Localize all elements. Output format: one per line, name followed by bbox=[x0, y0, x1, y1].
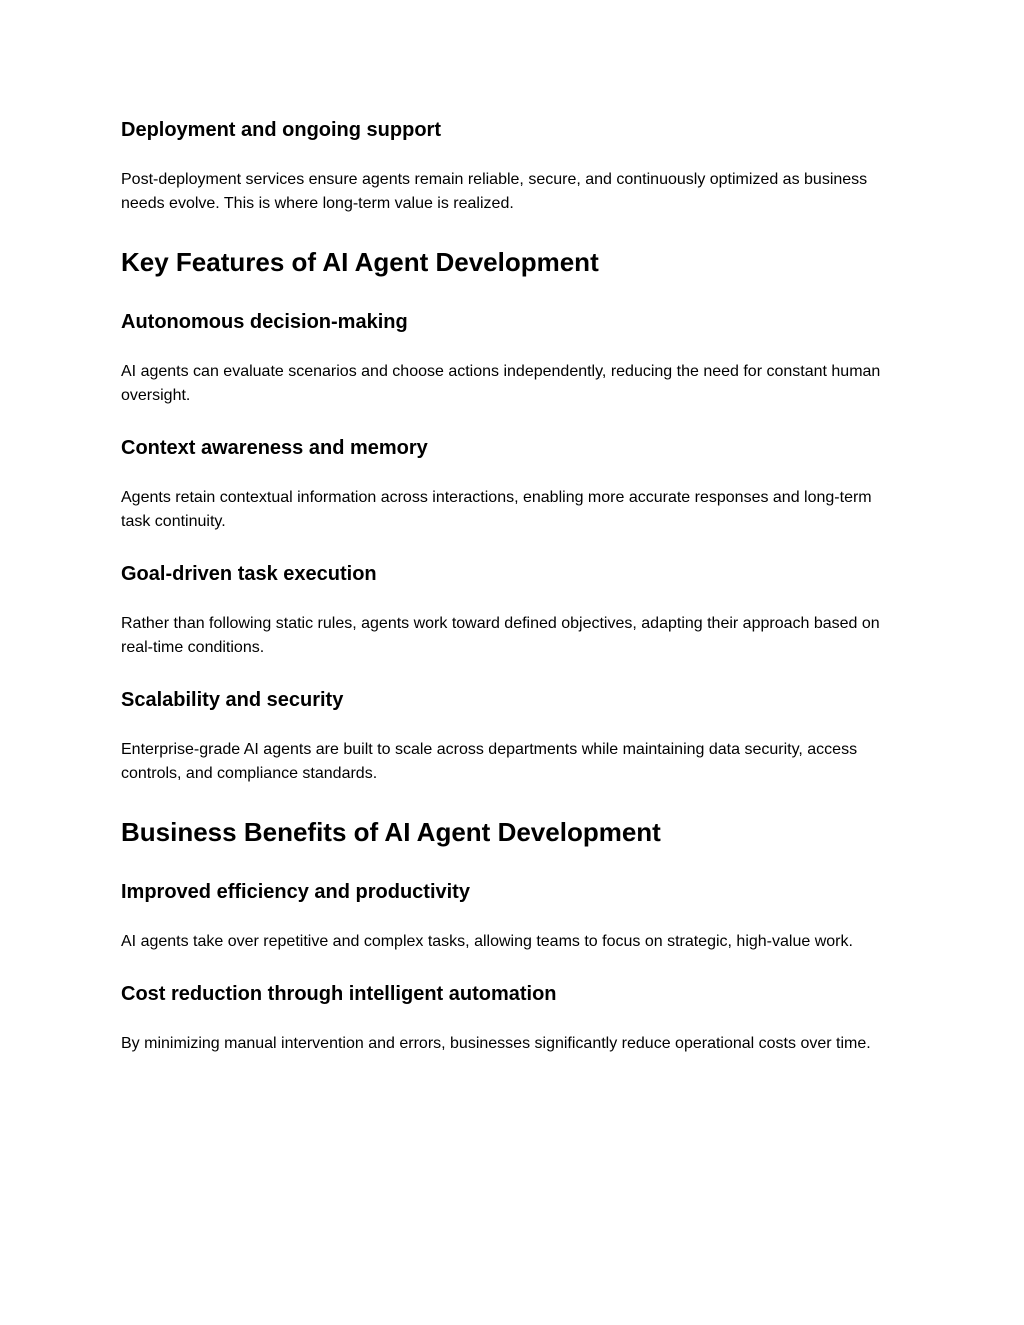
paragraph-scalability-security: Enterprise-grade AI agents are built to scale across departments while maintaining data security, access controls, and compliance standards. bbox=[121, 741, 858, 782]
paragraph-improved-efficiency-productivity: AI agents take over repetitive and complex tasks, allowing teams to focus on strategic, high-value work. bbox=[121, 933, 853, 950]
heading-goal-driven-task-execution: Goal-driven task execution bbox=[121, 563, 377, 585]
heading-cost-reduction-through-intelligent-automation: Cost reduction through intelligent automation bbox=[121, 983, 557, 1005]
paragraph-deployment-support: Post-deployment services ensure agents remain reliable, secure, and continuously optimized as business needs evolve. This is where long-term value is realized. bbox=[121, 171, 868, 212]
paragraph-cost-reduction-automation: By minimizing manual intervention and errors, businesses significantly reduce operational costs over time. bbox=[121, 1035, 871, 1052]
paragraph-autonomous-decision-making: AI agents can evaluate scenarios and choose actions independently, reducing the need for constant human oversight. bbox=[121, 363, 881, 404]
heading-key-features-of-ai-agent-development: Key Features of AI Agent Development bbox=[121, 247, 599, 277]
heading-business-benefits-of-ai-agent-development: Business Benefits of AI Agent Development bbox=[121, 817, 661, 847]
heading-deployment-and-ongoing-support: Deployment and ongoing support bbox=[121, 119, 441, 141]
heading-context-awareness-and-memory: Context awareness and memory bbox=[121, 437, 428, 459]
heading-autonomous-decision-making: Autonomous decision-making bbox=[121, 311, 408, 333]
paragraph-context-awareness-memory: Agents retain contextual information across interactions, enabling more accurate responses and long-term task continuity. bbox=[121, 489, 872, 530]
heading-improved-efficiency-and-productivity: Improved efficiency and productivity bbox=[121, 881, 470, 903]
paragraph-goal-driven-task-execution: Rather than following static rules, agents work toward defined objectives, adapting their approach based on real-time conditions. bbox=[121, 615, 880, 656]
heading-scalability-and-security: Scalability and security bbox=[121, 689, 344, 711]
